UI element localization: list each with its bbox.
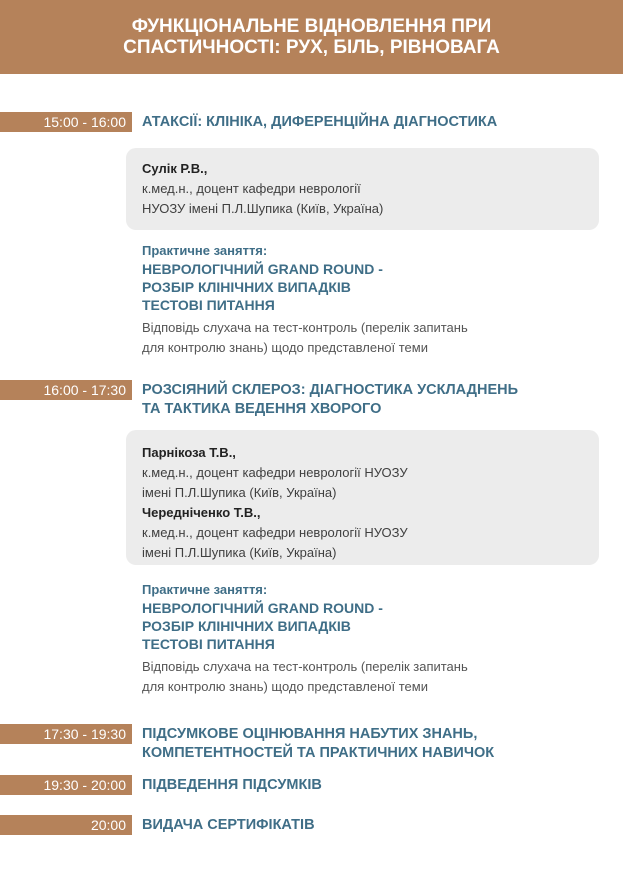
session-time: 15:00 - 16:00 xyxy=(0,112,132,132)
speaker-info-line: к.мед.н., доцент кафедри неврології xyxy=(142,181,361,196)
speaker-info-line: к.мед.н., доцент кафедри неврології НУОЗУ xyxy=(142,525,408,540)
speaker-box xyxy=(126,430,599,565)
session-title-line: АТАКСІЇ: КЛІНІКА, ДИФЕРЕНЦІЙНА ДІАГНОСТИКА xyxy=(142,114,498,130)
speaker-info-line: НУОЗУ імені П.Л.Шупика (Київ, Україна) xyxy=(142,201,384,216)
practice-title-line: ТЕСТОВІ ПИТАННЯ xyxy=(142,636,275,652)
session-title xyxy=(142,725,494,763)
speaker-name: Парнікоза Т.В., xyxy=(142,445,236,460)
session-title-line: ПІДВЕДЕННЯ ПІДСУМКІВ xyxy=(142,777,322,793)
practice-title-line: ТЕСТОВІ ПИТАННЯ xyxy=(142,297,275,313)
session-title xyxy=(142,113,497,132)
session-time: 16:00 - 17:30 xyxy=(0,380,132,400)
session-title-line: РОЗСІЯНИЙ СКЛЕРОЗ: ДІАГНОСТИКА УСКЛАДНЕНЬ xyxy=(142,382,519,398)
session-title xyxy=(142,816,315,835)
page-header xyxy=(0,0,623,74)
session-time: 17:30 - 19:30 xyxy=(0,724,132,744)
session-title-line: ТА ТАКТИКА ВЕДЕННЯ ХВОРОГО xyxy=(142,401,382,417)
session-title-line: ВИДАЧА СЕРТИФІКАТІВ xyxy=(142,817,315,833)
header-title-line-1: ФУНКЦІОНАЛЬНЕ ВІДНОВЛЕННЯ ПРИ xyxy=(131,16,492,37)
session-time: 20:00 xyxy=(0,815,132,835)
session-title-line: ПІДСУМКОВЕ ОЦІНЮВАННЯ НАБУТИХ ЗНАНЬ, xyxy=(142,726,478,742)
practice-title-line: РОЗБІР КЛІНІЧНИХ ВИПАДКІВ xyxy=(142,279,351,295)
practice-description-line: для контролю знань) щодо представленої теми xyxy=(142,340,428,355)
practice-description-line: Відповідь слухача на тест-контроль (перелік запитань xyxy=(142,320,468,335)
practice-block xyxy=(142,581,582,697)
practice-description xyxy=(142,657,582,697)
speaker-info-line: імені П.Л.Шупика (Київ, Україна) xyxy=(142,545,337,560)
session-title xyxy=(142,776,322,795)
speaker-info-line: імені П.Л.Шупика (Київ, Україна) xyxy=(142,485,337,500)
session-title-line: КОМПЕТЕНТНОСТЕЙ ТА ПРАКТИЧНИХ НАВИЧОК xyxy=(142,745,495,761)
session-title xyxy=(142,381,518,419)
practice-description-line: Відповідь слухача на тест-контроль (перелік запитань xyxy=(142,659,468,674)
session-time: 19:30 - 20:00 xyxy=(0,775,132,795)
speaker-name: Чередніченко Т.В., xyxy=(142,505,261,520)
practice-description-line: для контролю знань) щодо представленої теми xyxy=(142,679,428,694)
practice-description xyxy=(142,318,582,358)
practice-title-line: РОЗБІР КЛІНІЧНИХ ВИПАДКІВ xyxy=(142,618,351,634)
speaker-box xyxy=(126,148,599,230)
speaker-info-line: к.мед.н., доцент кафедри неврології НУОЗУ xyxy=(142,465,408,480)
practice-label: Практичне заняття: xyxy=(142,582,268,597)
speaker-name: Сулік Р.В., xyxy=(142,161,208,176)
practice-title-line: НЕВРОЛОГІЧНИЙ GRAND ROUND - xyxy=(142,600,383,616)
practice-label: Практичне заняття: xyxy=(142,243,268,258)
practice-title-line: НЕВРОЛОГІЧНИЙ GRAND ROUND - xyxy=(142,261,383,277)
header-title-line-2: СПАСТИЧНОСТІ: РУХ, БІЛЬ, РІВНОВАГА xyxy=(123,37,500,58)
practice-block xyxy=(142,242,582,358)
